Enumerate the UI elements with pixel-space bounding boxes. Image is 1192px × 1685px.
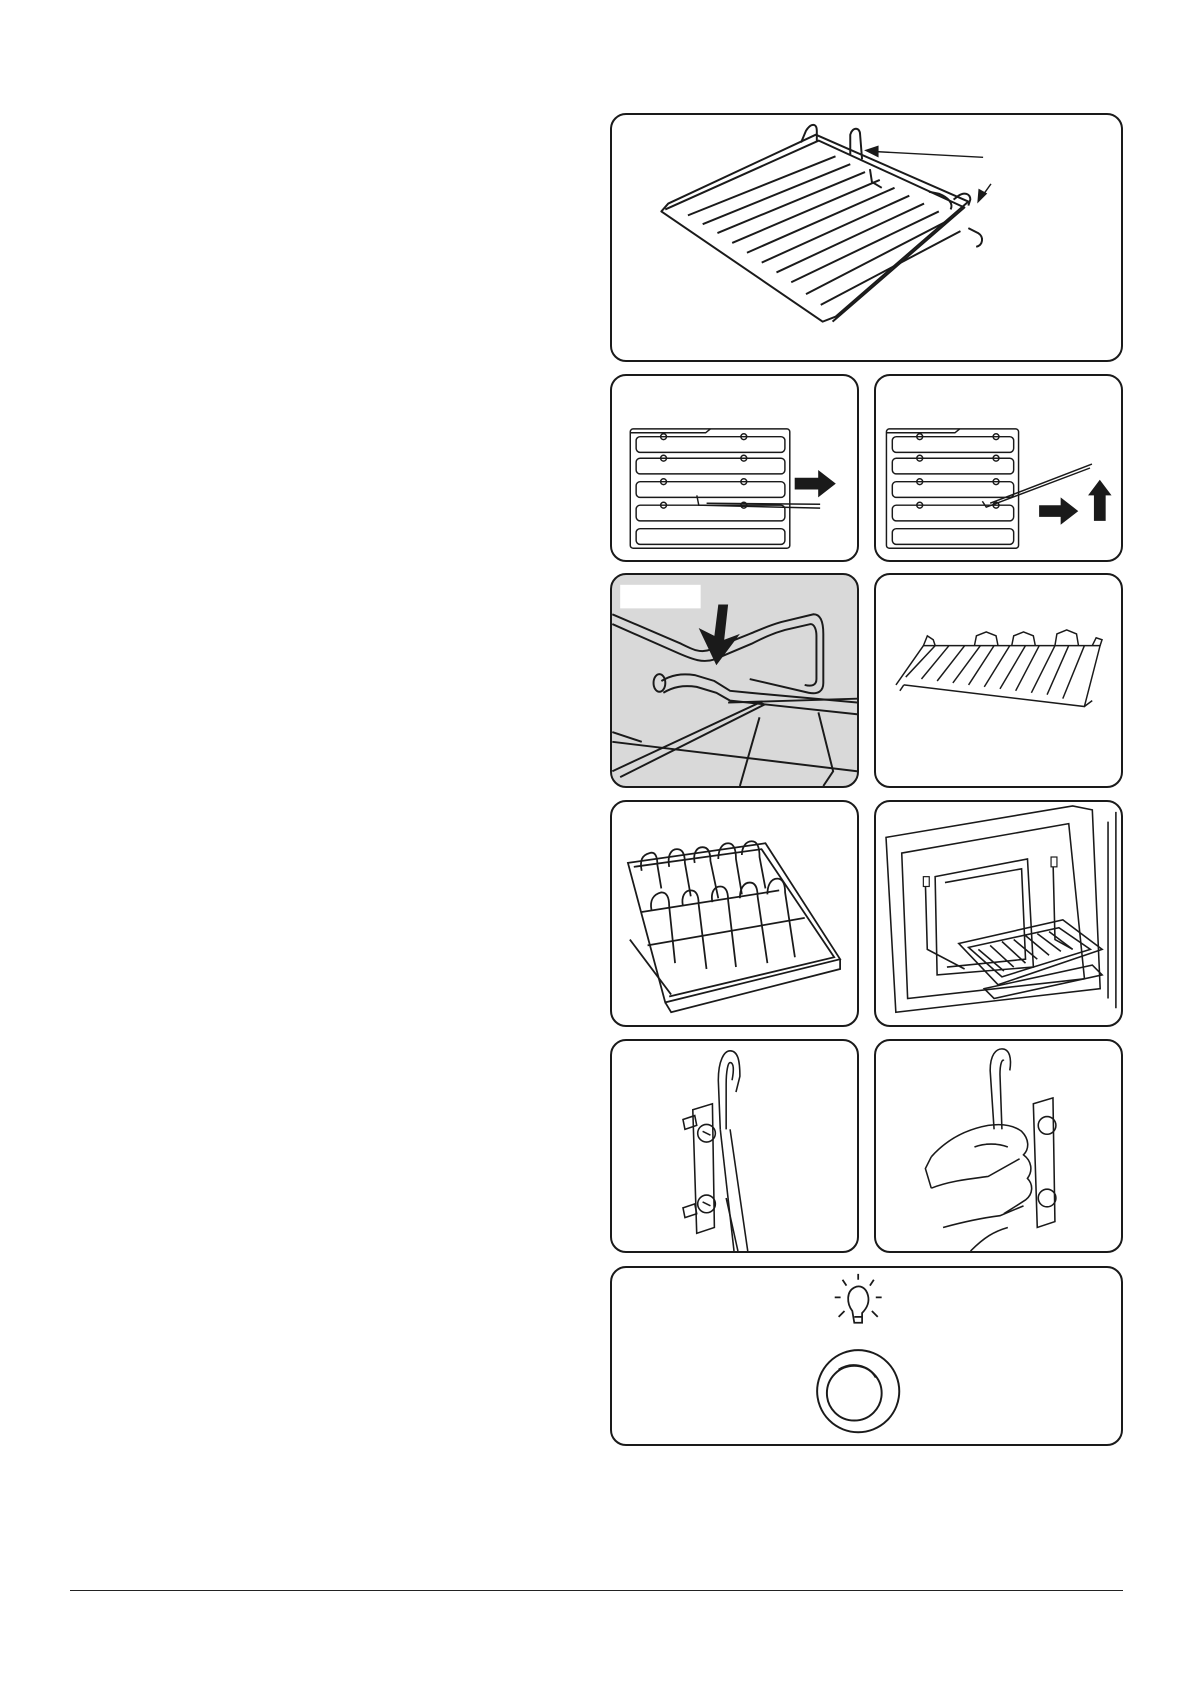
oven-light-control-illustration <box>612 1268 1121 1444</box>
flat-shelf-illustration <box>876 575 1121 786</box>
oven-side-slide-out-illustration <box>612 376 857 560</box>
hand-removing-rail-illustration <box>876 1041 1121 1251</box>
figure-side-rail-removal-hand <box>874 1039 1123 1253</box>
figure-shelf-removal-tilt-up <box>874 374 1123 562</box>
side-rail-bracket-illustration <box>612 1041 857 1251</box>
oven-side-tilt-up-illustration <box>876 376 1121 560</box>
light-bulb-icon <box>835 1274 882 1323</box>
grill-rack-illustration <box>612 802 857 1025</box>
shelf-stop-closeup-illustration <box>612 575 857 786</box>
figure-side-rail-bracket <box>610 1039 859 1253</box>
figure-oven-with-grill-pan <box>874 800 1123 1027</box>
figure-grill-pan-rack <box>610 800 859 1027</box>
figure-oven-light-button <box>610 1266 1123 1446</box>
footer-rule <box>70 1590 1123 1591</box>
figure-shelf-stop-detail <box>610 573 859 788</box>
figure-shelf-removal-slide-out <box>610 374 859 562</box>
figure-wire-shelf-with-stops <box>610 113 1123 362</box>
light-switch-knob <box>817 1350 899 1432</box>
oven-grill-pan-illustration <box>876 802 1121 1025</box>
figure-flat-wire-shelf <box>874 573 1123 788</box>
wire-shelf-illustration <box>612 115 1121 360</box>
